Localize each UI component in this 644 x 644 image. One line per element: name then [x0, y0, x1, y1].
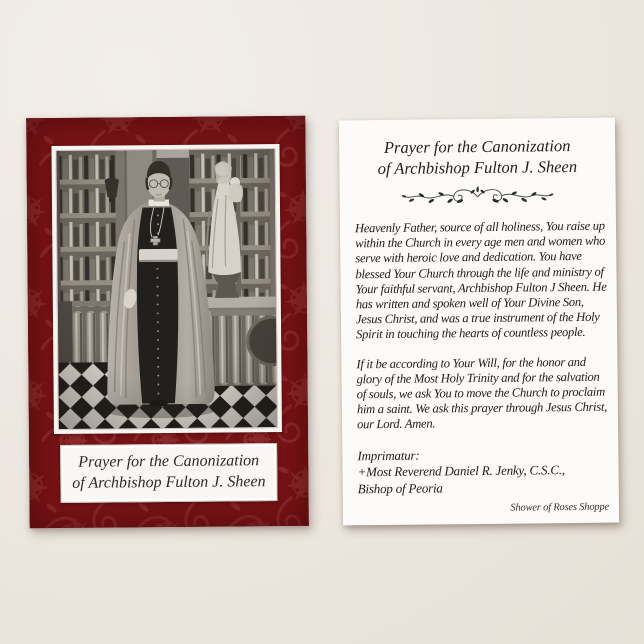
fulton-sheen-photo: [57, 149, 277, 429]
imprimatur-label: Imprimatur:: [357, 447, 420, 463]
prayer-paragraph-2: If it be according to Your Will, for the honor and glory of the Most Holy Trinity and for the salvation of souls, we ask You to move the Church to proclaim him a saint. We ask this prayer through Jesus Christ, our Lord. Amen.: [356, 354, 608, 432]
prayer-paragraph-1: Heavenly Father, source of all holiness, You raise up within the Church in every age men and women who serve with heroic love and dedication. You have blessed Your Church through the life and ministry of Your faithful servant, Archbishop Fulton J Sheen. He has written and spoken well of Your Divine Son, Jesus Christ, and was a true instrument of the Holy Spirit in touching the hearts of countless people.: [354, 218, 607, 342]
photo-frame: [51, 144, 282, 434]
prayer-card-back: [339, 118, 619, 526]
imprimatur-block: [357, 445, 609, 497]
flourish-ornament-icon: [399, 184, 557, 210]
prayer-card-front: [26, 116, 309, 528]
imprimatur-title: Bishop of Peoria: [357, 480, 443, 496]
front-caption: [60, 443, 277, 503]
back-title: [339, 136, 615, 180]
store-watermark: Shower of Roses Shoppe: [510, 501, 610, 514]
front-caption-line-2: of Archbishop Fulton J. Sheen: [72, 473, 266, 492]
back-title-line-1: Prayer for the Canonization: [383, 136, 571, 157]
imprimatur-name: +Most Reverend Daniel R. Jenky, C.S.C.,: [357, 462, 565, 480]
back-title-line-2: of Archbishop Fulton J. Sheen: [377, 156, 578, 178]
front-caption-line-1: Prayer for the Canonization: [78, 452, 260, 471]
prayer-text: [355, 219, 609, 498]
